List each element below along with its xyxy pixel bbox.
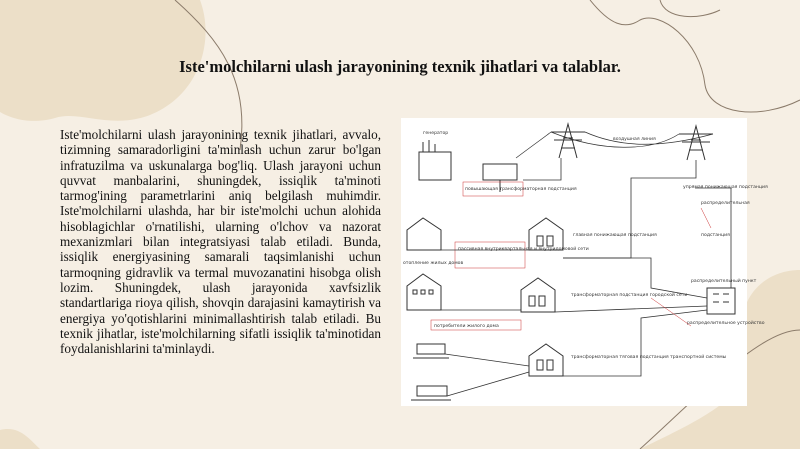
distribution-point-icon xyxy=(707,288,735,314)
transformer-substation-icon xyxy=(521,278,555,312)
slide-title: Iste'molchilarni ulash jarayonining texnik jihatlari va talablar. xyxy=(179,57,621,76)
step-up-label: повышающая трансформаторная подстанция xyxy=(465,187,577,192)
power-plant-icon xyxy=(419,140,517,192)
substation-label: подстанция xyxy=(701,233,730,238)
power-supply-diagram xyxy=(401,118,768,406)
internal-network-label: пассивная внутриквартальная и внутридомовой сети xyxy=(458,247,589,252)
transformer-sub-label: трансформаторная подстанция городской сети xyxy=(571,293,688,298)
transmission-tower-left xyxy=(551,124,585,158)
traction-substation-icon xyxy=(529,344,563,376)
distribution-top-label: распределительная xyxy=(701,201,750,206)
connection-lines xyxy=(441,158,731,396)
traction-label: трансформаторная тяговая подстанция транспортной системы xyxy=(571,355,727,360)
dist-point-label: распределительный пункт xyxy=(691,279,757,284)
main-substation-icon xyxy=(529,218,563,250)
house-building-1 xyxy=(407,218,441,250)
train-icon xyxy=(411,386,451,400)
overhead-line xyxy=(516,132,713,158)
annotation-lines xyxy=(651,208,711,326)
main-step-down-label: главная понижающая подстанция xyxy=(573,233,657,238)
heating-label: отопление жилых домов xyxy=(403,261,464,266)
tram-icon xyxy=(413,344,449,358)
distribution-label: распределительное устройство xyxy=(687,321,765,326)
generator-label: генератор xyxy=(423,131,449,136)
top-right-curve-2 xyxy=(660,0,720,17)
transmission-tower-right xyxy=(679,126,713,160)
overhead-line-label: воздушная линия xyxy=(613,137,656,142)
step-down-top-label: упрямая понижающая подстанция xyxy=(683,185,768,190)
consumer-building-label: потребители жилого дома xyxy=(434,324,499,329)
body-paragraph: Iste'molchilarni ulash jarayonining texnik jihatlari, avvalo, tizimning samaradorligini ta'minlash uchun zarur bo'lgan infratuzilma va uskunalarga bog'liq. Ulash jarayoni uchun quvvat manbalarini, shuningdek, issiqlik ta'minoti tarmog'ining parametrlarini aniq belgilash muhimdir. Iste'molchilarni ulashda, har bir iste'molchi uchun alohida hisoblagichlar o'rnatilishi, ularning o'lchov va nazorat mexanizmlari bilan integratsiyasi talab etiladi. Bunda, issiqlik energiyasining samarali taqsimlanishi uchun tarmoqning gidravlik va termal muvozanatini hisobga olish lozim. Shuningdek, ulash jarayonida xavfsizlik standartlariga rioya qilish, shovqin darajasini kamaytirish va energiya yo'qotishlarini minimallashtirish talab etiladi. Bu texnik jihatlar, iste'molchilarning sifatli issiqlik ta'minotidan foydalanishlarini ta'minlaydi. xyxy=(60,127,381,357)
bottom-left-blob xyxy=(0,429,40,449)
apartment-building-icon xyxy=(407,274,441,310)
